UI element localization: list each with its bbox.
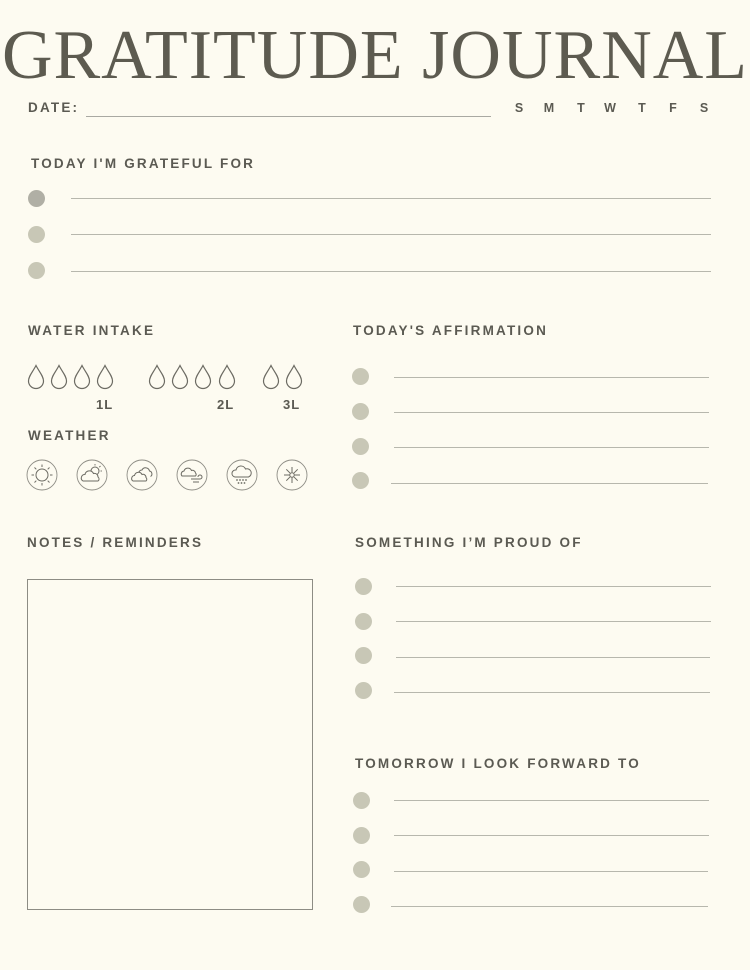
day-saturday[interactable]: S — [699, 101, 709, 115]
tomorrow-line-1[interactable] — [394, 800, 709, 801]
bullet-dot — [352, 368, 369, 385]
water-marker-3l: 3L — [283, 397, 301, 412]
sunny-icon[interactable] — [26, 459, 58, 491]
water-drop-icon[interactable] — [193, 364, 213, 390]
grateful-line-3[interactable] — [71, 271, 711, 272]
water-drop-icon[interactable] — [49, 364, 69, 390]
water-drop-icon[interactable] — [284, 364, 304, 390]
bullet-dot — [352, 472, 369, 489]
cloudy-icon[interactable] — [126, 459, 158, 491]
water-drop-icon[interactable] — [72, 364, 92, 390]
affirmation-line-2[interactable] — [394, 412, 709, 413]
water-drops — [26, 364, 316, 394]
date-field[interactable] — [86, 116, 491, 117]
tomorrow-line-3[interactable] — [394, 871, 708, 872]
proud-line-3[interactable] — [396, 657, 710, 658]
water-drop-icon[interactable] — [147, 364, 167, 390]
day-sunday[interactable]: S — [514, 101, 524, 115]
day-friday[interactable]: F — [669, 101, 677, 115]
grateful-line-2[interactable] — [71, 234, 711, 235]
day-thursday[interactable]: T — [638, 101, 646, 115]
proud-line-1[interactable] — [396, 586, 711, 587]
water-drop-icon[interactable] — [95, 364, 115, 390]
water-drop-icon[interactable] — [26, 364, 46, 390]
bullet-dot — [355, 647, 372, 664]
snowy-icon[interactable] — [276, 459, 308, 491]
water-heading: WATER INTAKE — [28, 323, 156, 338]
tomorrow-heading: TOMORROW I LOOK FORWARD TO — [355, 756, 641, 771]
bullet-dot — [352, 438, 369, 455]
bullet-dot — [353, 827, 370, 844]
tomorrow-line-2[interactable] — [394, 835, 709, 836]
bullet-dot — [353, 896, 370, 913]
bullet-dot — [28, 226, 45, 243]
day-tuesday[interactable]: T — [577, 101, 585, 115]
notes-heading: NOTES / REMINDERS — [27, 535, 204, 550]
bullet-dot — [28, 262, 45, 279]
water-drop-icon[interactable] — [261, 364, 281, 390]
windy-icon[interactable] — [176, 459, 208, 491]
weather-heading: WEATHER — [28, 428, 111, 443]
rainy-icon[interactable] — [226, 459, 258, 491]
bullet-dot — [28, 190, 45, 207]
proud-line-2[interactable] — [396, 621, 711, 622]
tomorrow-line-4[interactable] — [391, 906, 708, 907]
date-label: DATE: — [28, 100, 80, 115]
bullet-dot — [355, 578, 372, 595]
affirmation-heading: TODAY'S AFFIRMATION — [353, 323, 549, 338]
notes-box[interactable] — [27, 579, 313, 910]
bullet-dot — [355, 613, 372, 630]
bullet-dot — [355, 682, 372, 699]
partly-cloudy-icon[interactable] — [76, 459, 108, 491]
water-drop-icon[interactable] — [217, 364, 237, 390]
grateful-heading: TODAY I'M GRATEFUL FOR — [31, 156, 256, 171]
affirmation-line-1[interactable] — [394, 377, 709, 378]
water-marker-1l: 1L — [96, 397, 114, 412]
water-drop-icon[interactable] — [170, 364, 190, 390]
day-wednesday[interactable]: W — [604, 101, 616, 115]
proud-line-4[interactable] — [394, 692, 710, 693]
day-monday[interactable]: M — [543, 101, 555, 115]
grateful-line-1[interactable] — [71, 198, 711, 199]
bullet-dot — [353, 861, 370, 878]
affirmation-line-4[interactable] — [391, 483, 708, 484]
proud-heading: SOMETHING I’M PROUD OF — [355, 535, 583, 550]
page-title: GRATITUDE JOURNAL — [1, 17, 749, 94]
bullet-dot — [352, 403, 369, 420]
affirmation-line-3[interactable] — [394, 447, 709, 448]
water-marker-2l: 2L — [217, 397, 235, 412]
bullet-dot — [353, 792, 370, 809]
